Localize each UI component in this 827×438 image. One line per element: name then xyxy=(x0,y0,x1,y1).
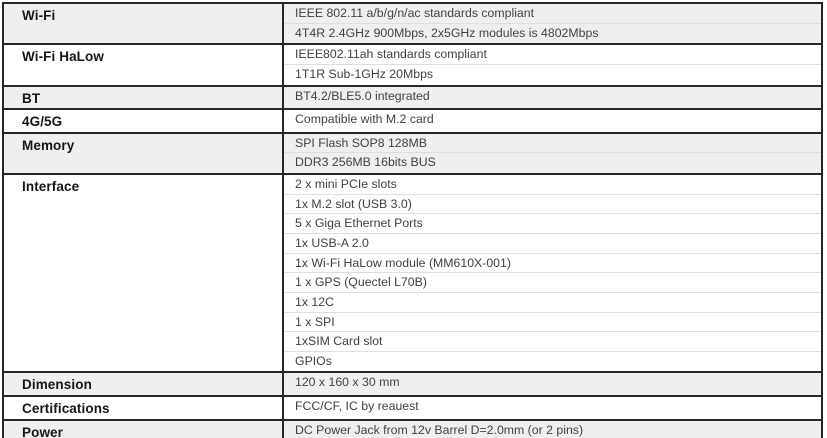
spec-label-memory: Memory xyxy=(4,134,284,173)
spec-value-row: IEEE802.11ah standards compliant xyxy=(284,45,821,65)
spec-value-row: 4T4R 2.4GHz 900Mbps, 2x5GHz modules is 4802Mbps xyxy=(295,25,599,40)
section-wifi xyxy=(4,4,821,45)
spec-value-row: 2 x mini PCIe slots xyxy=(284,175,821,195)
spec-value-row: 1 x GPS (Quectel L70B) xyxy=(284,273,821,293)
spec-label-4g-5g: 4G/5G xyxy=(4,110,284,132)
spec-value-row: BT4.2/BLE5.0 integrated xyxy=(295,88,430,103)
spec-values-interface xyxy=(284,175,821,371)
spec-values-wifi-halow xyxy=(284,45,821,84)
spec-value-row: 1x USB-A 2.0 xyxy=(284,234,821,254)
spec-label-power: Power xyxy=(4,421,284,438)
spec-values-certifications xyxy=(284,397,821,419)
spec-value-row: FCC/CF, IC by reauest xyxy=(295,399,419,414)
spec-value-row: 120 x 160 x 30 mm xyxy=(295,375,400,390)
spec-label-wifi: Wi-Fi xyxy=(4,4,284,43)
spec-values-wifi xyxy=(284,4,821,43)
spec-label-certifications: Certifications xyxy=(4,397,284,419)
spec-value-row: 1x 12C xyxy=(284,293,821,313)
section-certifications xyxy=(4,397,821,421)
section-interface xyxy=(4,175,821,373)
spec-values-memory xyxy=(284,134,821,173)
spec-label-interface: Interface xyxy=(4,175,284,371)
spec-value-row: 1T1R Sub-1GHz 20Mbps xyxy=(295,66,434,81)
spec-label-wifi-halow: Wi-Fi HaLow xyxy=(4,45,284,84)
section-memory xyxy=(4,134,821,175)
section-4g-5g xyxy=(4,110,821,134)
spec-value-row: DC Power Jack from 12v Barrel D=2.0mm (or 2 pins) xyxy=(295,422,584,437)
spec-value-row: Compatible with M.2 card xyxy=(295,112,434,127)
specification-table xyxy=(2,2,823,438)
section-power xyxy=(4,421,821,438)
spec-value-row: GPIOs xyxy=(295,353,332,368)
spec-value-row: DDR3 256MB 16bits BUS xyxy=(295,155,436,170)
spec-value-row: 5 x Giga Ethernet Ports xyxy=(284,214,821,234)
section-bt xyxy=(4,87,821,111)
spec-label-dimension: Dimension xyxy=(4,373,284,395)
spec-value-row: 1x Wi-Fi HaLow module (MM610X-001) xyxy=(284,254,821,274)
section-dimension xyxy=(4,373,821,397)
spec-label-bt: BT xyxy=(4,87,284,109)
spec-value-row: 1x M.2 slot (USB 3.0) xyxy=(284,195,821,215)
spec-values-power xyxy=(284,421,821,438)
spec-value-row: 1xSIM Card slot xyxy=(284,332,821,352)
spec-values-4g-5g xyxy=(284,110,821,132)
spec-value-row: 1 x SPI xyxy=(284,313,821,333)
spec-value-row: SPI Flash SOP8 128MB xyxy=(284,134,821,154)
spec-value-row: IEEE 802.11 a/b/g/n/ac standards compliant xyxy=(284,4,821,24)
spec-values-dimension xyxy=(284,373,821,395)
spec-values-bt xyxy=(284,87,821,109)
section-wifi-halow xyxy=(4,45,821,86)
